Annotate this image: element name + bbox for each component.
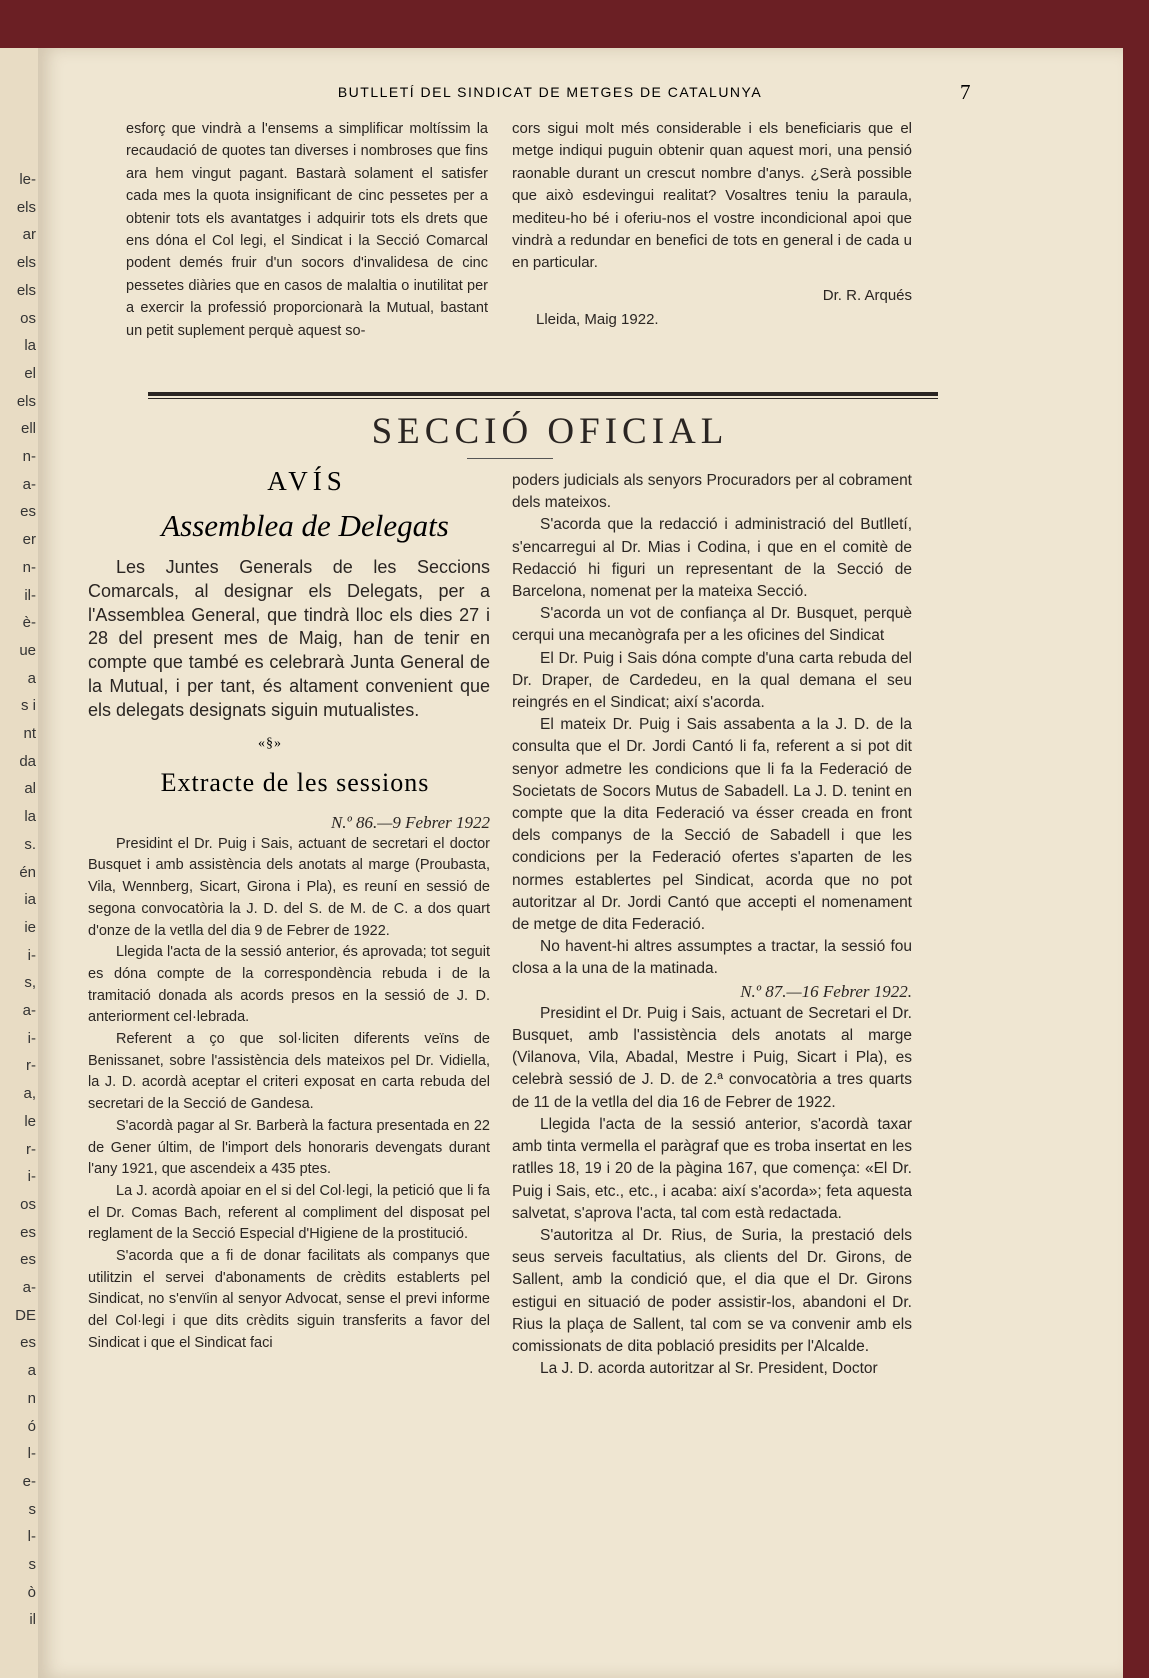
page-number: 7 bbox=[960, 80, 971, 104]
left-page-fragment: ie bbox=[24, 918, 36, 936]
title-underline bbox=[467, 458, 553, 459]
right-main-column bbox=[512, 470, 912, 1380]
left-page-fragment: es bbox=[20, 1251, 36, 1269]
section-divider-thick bbox=[148, 392, 938, 396]
left-page-fragment: els bbox=[16, 392, 36, 410]
left-page-fragment: le bbox=[24, 1112, 36, 1130]
left-page-fragment: el bbox=[24, 364, 36, 382]
right-paragraph: Llegida l'acta de la sessió anterior, s'acordà taxar amb tinta vermella el paràgraf que es troba insertat en les ratlles 18, 19 i 20 de la pàgina 167, que comença: «El Dr. Puig i Sais, etc., etc., i acaba: així s'acorda»; feta aquesta salvetat, s'aprova l'acta, tal com està redactada. bbox=[512, 1115, 912, 1222]
left-page-fragment: es bbox=[20, 1334, 36, 1352]
left-page-fragment: s. bbox=[24, 835, 36, 853]
right-paragraph: poders judicials als senyors Procuradors per al cobrament dels mateixos. bbox=[512, 472, 912, 512]
left-page-fragment: es bbox=[20, 1223, 36, 1241]
left-page-fragment: a bbox=[27, 669, 36, 687]
top-left-column bbox=[126, 118, 488, 342]
left-page-fragment: i- bbox=[27, 1029, 36, 1047]
left-page-fragment: ó bbox=[27, 1417, 36, 1435]
avis-heading: AVÍS bbox=[267, 466, 347, 496]
left-page-fragment: s bbox=[28, 1556, 36, 1573]
left-page-fragment: a- bbox=[22, 475, 36, 493]
right-paragraph: El Dr. Puig i Sais dóna compte d'una carta rebuda del Dr. Draper, de Cardedeu, en la qual demana el seu reingrés en el Sindicat; així s'acorda. bbox=[512, 649, 912, 712]
left-paragraph: S'acorda que a fi de donar facilitats als companys que utilitzin el servei d'abonaments de crèdits establerts pel Sindicat, no s'envïin al senyor Advocat, sense el previ informe del Col·legi i que dits crèdits siguin transferits a favor del Sindicat i que el Sindicat faci bbox=[88, 1248, 490, 1351]
left-page-fragment: nt bbox=[23, 725, 36, 742]
avis-subheading: Assemblea de Delegats bbox=[161, 508, 449, 543]
left-page-fragment: ell bbox=[20, 420, 36, 438]
left-page-fragment: n- bbox=[22, 558, 36, 576]
left-page-fragment: a- bbox=[22, 1002, 36, 1019]
left-paragraph: Llegida l'acta de la sessió anterior, és aprovada; tot seguit es dóna compte de la correspondència rebuda i de la tramitació donada als acords presos en la sessió de J. D. anteriorment cel·lebrada. bbox=[88, 944, 490, 1026]
left-page-fragment: da bbox=[19, 752, 36, 770]
left-page-fragment: els bbox=[16, 254, 36, 272]
left-page-fragment: DE bbox=[15, 1306, 36, 1324]
left-page-fragment: il bbox=[29, 1611, 36, 1629]
right-paragraph: S'acorda que la redacció i administració del Butlletí, s'encarregui al Dr. Mias i Codina, i que en el comitè de Redacció hi figuri un representant de la Secció de Barcelona, nomenat per la mateixa Secció. bbox=[512, 516, 912, 601]
right-paragraph: S'acorda un vot de confiança al Dr. Busquet, perquè cerqui una mecanògrafa per a les oficines del Sindicat bbox=[512, 605, 912, 645]
avis-body bbox=[88, 556, 490, 723]
left-page-fragment: e- bbox=[22, 1472, 36, 1490]
section-divider-thin bbox=[148, 398, 938, 399]
left-page-fragment: ò bbox=[27, 1583, 36, 1601]
left-paragraph: Referent a ço que sol·liciten diferents veïns de Benissanet, sobre l'assistència dels mateixos pel Dr. Vidiella, la J. D. acordà aceptar el criteri exposat en carta rebuda del secretari de la Secció de Gandesa. bbox=[88, 1031, 490, 1113]
left-page-fragment: os bbox=[20, 309, 36, 327]
right-paragraph: Presidint el Dr. Puig i Sais, actuant de Secretari el Dr. Busquet, amb l'assistència dels anotats al marge (Vilanova, Vila, Abadal, Mestre i Puig, Sicart i Pla), es celebrà sessió de J. D. de 2.ª convocatòria a tres quarts de 11 de la vetlla del dia 16 de Febrer de 1922. bbox=[512, 1004, 912, 1111]
ornament: «§» bbox=[258, 736, 282, 751]
left-paragraph: Presidint el Dr. Puig i Sais, actuant de secretari el doctor Busquet i amb assistència dels anotats al marge (Proubasta, Vila, Wennberg, Sicart, Girona i Pla), es reuní en sessió de segona convocatòria la J. D. del S. de M. de C. a dos quart d'onze de la vetlla del dia 9 de Febrer de 1922. bbox=[88, 835, 490, 939]
left-page-fragment: os bbox=[20, 1195, 36, 1213]
left-page-fragment: r- bbox=[26, 1140, 36, 1158]
right-paragraph: La J. D. acorda autoritzar al Sr. President, Doctor bbox=[540, 1360, 878, 1378]
place-date: Lleida, Maig 1922. bbox=[536, 311, 659, 329]
left-paragraph: La J. acordà apoiar en el si del Col·legi, la petició que li fa el Dr. Comas Bach, referent al compliment del disposat pel reglament de la Secció Especial d'Higiene de la prostitució. bbox=[88, 1182, 490, 1243]
left-page-fragment: la bbox=[24, 808, 36, 826]
right-paragraph: No havent-hi altres assumptes a tractar, la sessió fou closa a la una de la matinada. bbox=[512, 938, 912, 978]
right-paragraph: El mateix Dr. Puig i Sais assabenta a la J. D. de la consulta que el Dr. Jordi Cantó li fa, referent a si pot dit senyor admetre les condicions que li fa la Federació de Societats de Socors Mutus de Sabadell. La J. D. tenint en compte que la dita Federació va ésser creada en front dels companys de la Secció de Sabadell i que les condicions per la Federació ofertes s'aparten de les normes establertes pel Sindicat, acorda que no pot autoritzar al Dr. Jordi Cantó que accepti el nomenament de metge de dita Federació. bbox=[512, 716, 912, 934]
top-left-paragraph: esforç que vindrà a l'ensems a simplificar moltíssim la recaudació de quotes tan diverses i nombroses que fins ara hem vingut pagant. Bastarà solament el satisfer cada mes la quota insignificant de cinc pessetes per a obtenir tots els avantatges i adquirir tots els drets que ens dóna el Col legi, el Sindicat i la Secció Comarcal podent demés fruir d'un socors d'invalidesa de cinc pessetes diàries que en casos de malaltia o inutilitat per a exercir la professió proporcionarà la Mutual, bastant un petit suplement perquè aquest so- bbox=[126, 121, 488, 339]
left-page-fragment: els bbox=[16, 198, 36, 216]
left-page-fragment: i- bbox=[27, 1168, 36, 1186]
left-page-fragment: s bbox=[28, 1500, 36, 1518]
left-page-fragment: i- bbox=[27, 946, 36, 964]
left-page-fragment: è- bbox=[22, 614, 36, 632]
top-right-paragraph: cors sigui molt més considerable i els beneficiaris que el metge indiqui puguin obtenir quan aquest mori, una pensió raonable durant un crescut nombre d'anys. ¿Serà possible que això esdevingui realitat? Vosaltres teniu la paraula, mediteu-ho bé i oferiu-nos el vostre incondicional apoi que vindrà a redundar en benefici de tots en general i de cada u en particular. bbox=[512, 120, 912, 272]
session-dateline: N.º 87.—16 Febrer 1922. bbox=[740, 981, 912, 1001]
left-page-fragment: r- bbox=[26, 1057, 36, 1075]
left-page-fragment: ia bbox=[24, 891, 36, 909]
left-page-fragment: én bbox=[19, 863, 36, 881]
left-page-fragment: es bbox=[20, 503, 36, 521]
left-page-fragment: l- bbox=[27, 1445, 36, 1463]
top-right-column bbox=[512, 118, 912, 332]
left-page-fragment: a, bbox=[23, 1085, 36, 1103]
left-page-fragment: la bbox=[24, 337, 36, 355]
left-paragraph: S'acordà pagar al Sr. Barberà la factura presentada en 22 de Gener últim, de l'import dels honoraris devengats durant l'any 1921, que ascendeix a 435 ptes. bbox=[88, 1117, 490, 1178]
adjacent-page-edge bbox=[0, 48, 42, 1678]
left-page-fragment: ar bbox=[22, 226, 36, 244]
left-page-fragment: ue bbox=[19, 641, 36, 659]
extracte-heading: Extracte de les sessions bbox=[160, 768, 430, 797]
left-page-fragment: il- bbox=[24, 586, 36, 604]
left-page-fragment: n bbox=[27, 1389, 36, 1407]
left-page-fragment: n- bbox=[22, 448, 36, 465]
left-page-fragment: a- bbox=[22, 1279, 36, 1296]
session-dateline: N.º 86.—9 Febrer 1922 bbox=[330, 813, 490, 832]
left-page-fragment: er bbox=[22, 531, 36, 549]
left-main-column bbox=[88, 812, 490, 1355]
avis-paragraph: Les Juntes Generals de les Seccions Comarcals, al designar els Delegats, per a l'Assemblea General, que tindrà lloc els dies 27 i 28 del present mes de Maig, han de tenir en compte que també es celebrarà Junta General de la Mutual, i per tant, és altament convenient que els delegats designats siguin mutualistes. bbox=[88, 557, 490, 720]
left-page-fragment: le- bbox=[19, 171, 36, 188]
left-page-fragment: els bbox=[16, 281, 36, 299]
running-head: BUTLLETÍ DEL SINDICAT DE METGES DE CATALUNYA bbox=[337, 84, 763, 100]
left-page-fragment: s, bbox=[24, 974, 36, 992]
section-title: SECCIÓ OFICIAL bbox=[371, 411, 729, 452]
left-page-fragment: s i bbox=[21, 697, 36, 715]
left-page-fragment: al bbox=[24, 780, 36, 798]
left-page-fragment: l- bbox=[27, 1528, 36, 1546]
signature: Dr. R. Arqués bbox=[822, 286, 912, 304]
left-page-fragment: a bbox=[27, 1362, 36, 1380]
right-paragraph: S'autoritza al Dr. Rius, de Suria, la prestació dels seus serveis facultatius, als clients del Dr. Girons, de Sallent, amb la condició que, el dia que el Dr. Girons estigui en situació de poder assistir-los, abandoni el Dr. Rius la plaça de Sallent, tal com se va convenir amb els comissionats de dita població presidits per l'Alcalde. bbox=[512, 1226, 912, 1355]
